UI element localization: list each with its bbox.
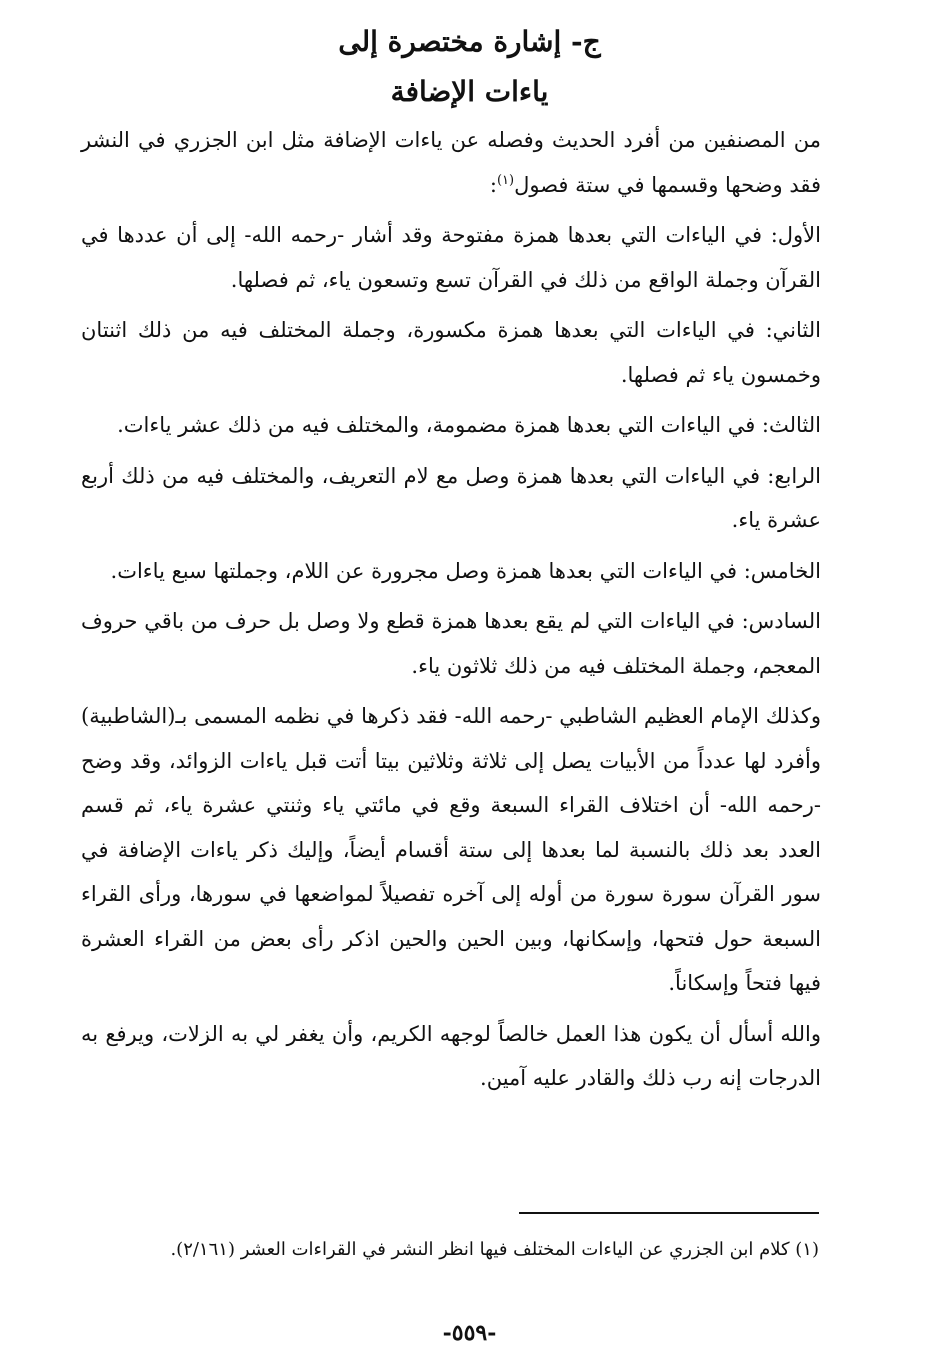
footnote: (١) كلام ابن الجزري عن الياءات المختلف فيها انظر النشر في القراءات العشر (٢/١٦١). [170,1239,819,1260]
paragraph-fourth: الرابع: في الياءات التي بعدها همزة وصل مع لام التعريف، والمختلف فيه من ذلك أربع عشرة ياء. [81,463,821,532]
paragraph-closing-prayer: والله أسأل أن يكون هذا العمل خالصاً لوجهه الكريم، وأن يغفر لي به الزلات، ويرفع به الدرجات إنه رب ذلك والقادر عليه آمين. [81,1021,821,1090]
section-heading: ج- إشارة مختصرة إلى [338,25,601,58]
intro-text-end: : [489,172,497,197]
page-number: -٥٥٩- [442,1320,497,1346]
intro-paragraph [81,118,821,207]
section-subheading: ياءات الإضافة [390,75,549,108]
footnote-reference[interactable]: (١) [496,172,515,188]
footnote-separator [519,1212,819,1214]
body-text [81,118,821,1107]
intro-text: من المصنفين من أفرد الحديث وفصله عن ياءات الإضافة مثل ابن الجزري في النشر فقد وضحها وقسمها في ستة فصول [81,128,821,197]
paragraph-fifth: الخامس: في الياءات التي بعدها همزة وصل مجرورة عن اللام، وجملتها سبع ياءات. [110,558,821,583]
paragraph-shatibi: وكذلك الإمام العظيم الشاطبي -رحمه الله- فقد ذكرها في نظمه المسمى بـ(الشاطبية) وأفرد لها عدداً من الأبيات يصل إلى ثلاثة وثلاثين بيتا أتت قبل ياءات الزوائد، وقد وضح -رحمه الله- أن اختلاف القراء السبعة وقع في مائتي ياء وثنتي عشرة ياء، ثم قسم العدد بعد ذلك بالنسبة لما بعدها إلى ستة أقسام أيضاً، وإليك ذكر ياءات الإضافة في سور القرآن سورة سورة من أوله إلى آخره تفصيلاً لمواضعها في سورها، ورأى القراء السبعة حول فتحها، وإسكانها، وبين الحين والحين اذكر رأى بعض من القراء العشرة فيها فتحاً وإسكاناً. [81,704,821,995]
paragraph-first: الأول: في الياءات التي بعدها همزة مفتوحة وقد أشار -رحمه الله- إلى أن عددها في القرآن وجملة الواقع من ذلك في القرآن تسع وتسعون ياء، ثم فصلها. [81,223,821,292]
paragraph-third: الثالث: في الياءات التي بعدها همزة مضمومة، والمختلف فيه من ذلك عشر ياءات. [117,413,821,437]
paragraph-sixth: السادس: في الياءات التي لم يقع بعدها همزة قطع ولا وصل بل حرف من باقي حروف المعجم، وجملة المختلف فيه من ذلك ثلاثون ياء. [81,609,821,678]
paragraph-second: الثاني: في الياءات التي بعدها همزة مكسورة، وجملة المختلف فيه من ذلك اثنتان وخمسون ياء ثم فصلها. [81,318,821,387]
